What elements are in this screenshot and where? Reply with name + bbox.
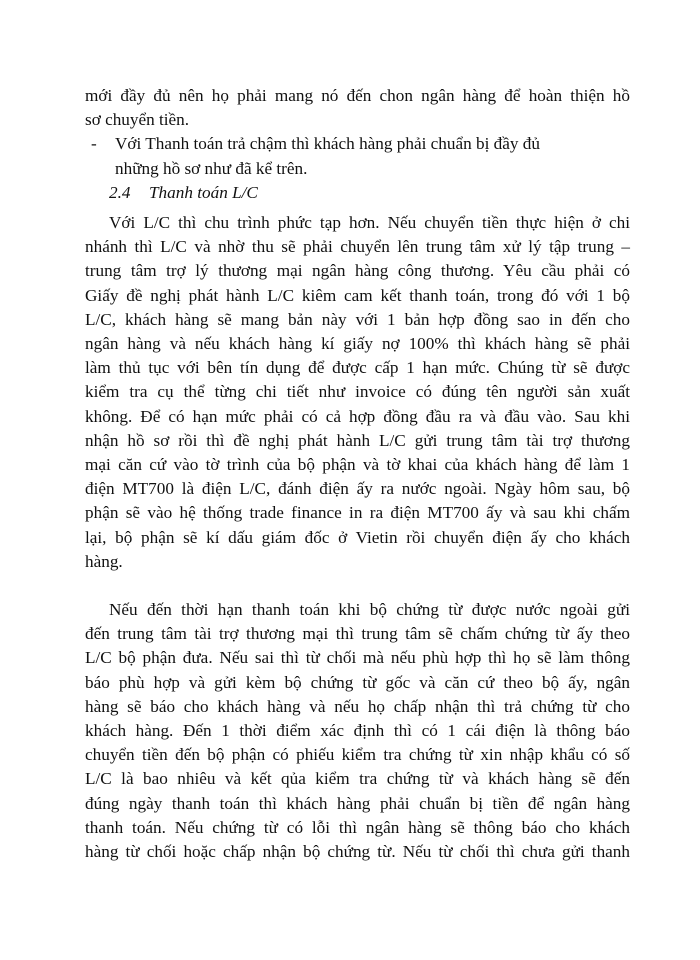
text-line: sơ chuyển tiền. — [85, 110, 190, 130]
section-title: Thanh toán L/C — [149, 182, 258, 202]
bullet-item — [85, 132, 630, 180]
paragraph-payment-due — [85, 598, 630, 864]
text-line: đến trung tâm tài trợ thương mại thì trung tâm sẽ chấm chứng từ ấy theo — [85, 624, 630, 644]
paragraph-lc-process — [85, 211, 630, 574]
text-line: làm thủ tục với bên tín dụng để được cấp 1 hạn mức. Chúng từ sẽ được — [85, 358, 630, 378]
text-line: Với Thanh toán trả chậm thì khách hàng phải chuẩn bị đầy đủ — [115, 134, 540, 154]
bullet-first-line — [85, 132, 630, 156]
text-line: mới đầy đủ nên họ phải mang nó đến chon ngân hàng để hoàn thiện hồ — [85, 86, 630, 105]
heading-line — [85, 181, 630, 205]
text-line: phận sẽ vào hệ thống trade finance in ra điện MT700 ấy và sau khi chấm — [85, 503, 630, 523]
section-number: 2.4 — [109, 182, 131, 202]
text-line: Với L/C thì chu trình phức tạp hơn. Nếu chuyển tiền thực hiện ở chi — [109, 213, 630, 233]
text-line: không. Để có hạn mức phải có cả hợp đồng đầu ra và đầu vào. Sau khi — [85, 406, 630, 426]
text-line: khách hàng. Đến 1 thời điểm xác định thì có 1 cái điện là thông báo — [85, 721, 630, 741]
section-heading — [85, 181, 630, 205]
intro-paragraph — [85, 84, 630, 132]
text-line: lại, bộ phận sẽ kí dấu giám đốc ở Vietin rồi chuyển điện ấy cho khách — [85, 527, 630, 547]
text-line: L/C, khách hàng sẽ mang bản này với 1 bản hợp đồng sao in đến cho — [85, 309, 630, 329]
text-line: Nếu đến thời hạn thanh toán khi bộ chứng từ được nước ngoài gửi — [109, 600, 630, 620]
text-line: trung tâm trợ lý thương mại ngân hàng công thương. Yêu cầu phải có — [85, 261, 630, 281]
bullet-marker: - — [91, 134, 97, 154]
text-line: hàng. — [85, 551, 123, 571]
text-line: kiểm tra cụ thể từng chi tiết như invoice có đúng tên người sản xuất — [85, 382, 630, 402]
text-line: L/C là bao nhiêu và kết qủa kiểm tra chứng từ và khách hàng sẽ đến — [85, 769, 630, 789]
text-line: nhận hồ sơ rồi thì đề nghị phát hành L/C gửi trung tâm tài trợ thương — [85, 430, 630, 450]
text-line: nhánh thì L/C và nhờ thu sẽ phải chuyển lên trung tâm xử lý tập trung – — [85, 237, 630, 257]
text-line: L/C bộ phận đưa. Nếu sai thì từ chối mà nếu phù hợp thì họ sẽ làm thông — [85, 648, 630, 668]
text-column — [85, 84, 630, 864]
text-line: chuyển tiền đến bộ phận có phiếu kiểm tra chứng từ xin nhập khẩu có số — [85, 745, 630, 765]
text-line: những hồ sơ như đã kể trên. — [115, 158, 308, 178]
text-line: thanh toán. Nếu chứng từ có lỗi thì ngân hàng sẽ thông báo cho khách — [85, 817, 630, 837]
text-line: điện MT700 là điện L/C, đánh điện ấy ra nước ngoài. Ngày hôm sau, bộ — [85, 479, 630, 499]
text-line: Giấy đề nghị phát hành L/C kiêm cam kết thanh toán, trong đó với 1 bộ — [85, 285, 630, 305]
text-line: ngân hàng và nếu khách hàng kí giấy nợ 100% thì khách hàng sẽ phải — [85, 334, 630, 354]
spacer — [85, 574, 630, 598]
text-line: báo phù hợp và gửi kèm bộ chứng từ gốc và căn cứ theo bộ ấy, ngân — [85, 672, 630, 692]
text-line: hàng sẽ báo cho khách hàng và nếu họ chấp nhận thì trả chứng từ cho — [85, 696, 630, 716]
text-line: hàng từ chối hoặc chấp nhận bộ chứng từ. Nếu từ chối thì chưa gửi thanh — [85, 842, 630, 862]
text-line: đúng ngày thanh toán thì khách hàng phải chuẩn bị tiền để ngân hàng — [85, 793, 630, 813]
text-line: mại căn cứ vào tờ trình của bộ phận và tờ khai của khách hàng để làm 1 — [85, 455, 630, 475]
